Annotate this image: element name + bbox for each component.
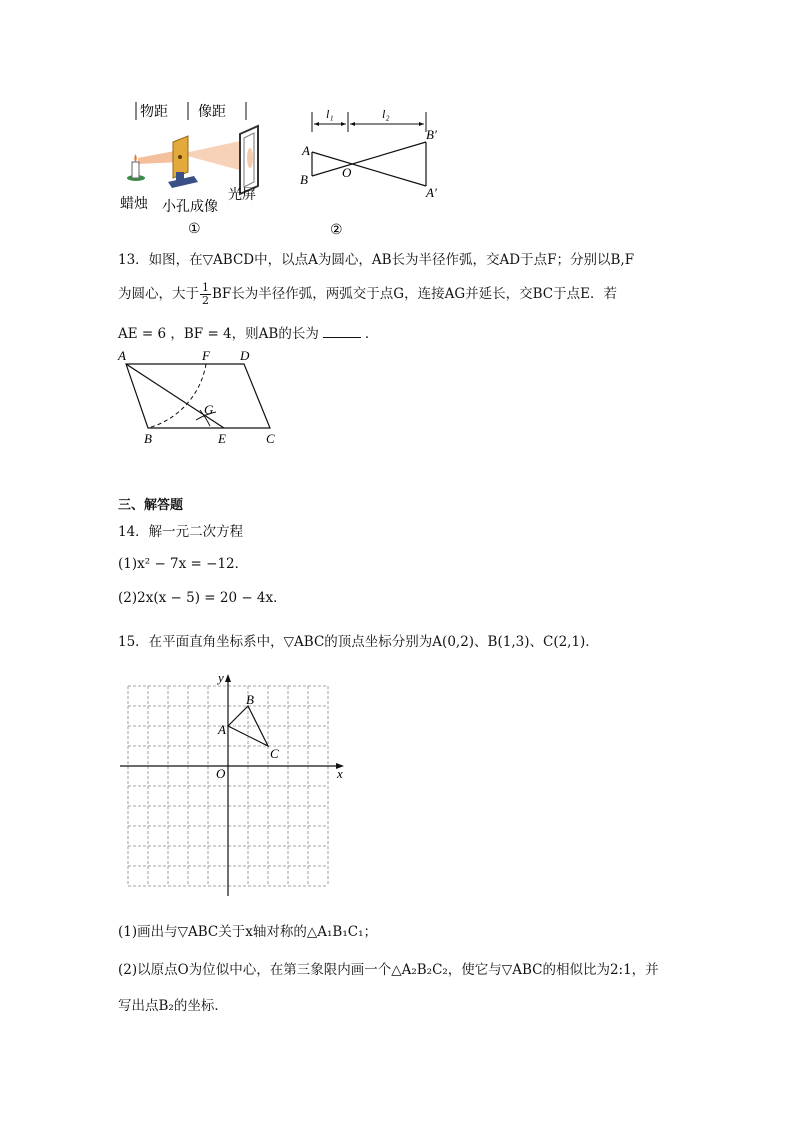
- label-object-distance: 物距: [140, 105, 168, 120]
- label-pinhole: 小孔成像: [162, 200, 218, 215]
- fig-label-D: D: [240, 348, 250, 363]
- caption-figure-2: ②: [330, 223, 343, 238]
- q13-line-1: 13．如图，在▽ABCD中，以点A为圆心，AB长为半径作弧，交AD于点F；分别以B,F: [118, 252, 635, 268]
- label-l1: l₁: [326, 107, 334, 121]
- figure-parallelogram: [114, 344, 284, 450]
- fig-label-A: A: [118, 348, 126, 363]
- fraction-one-half: $\frac{1}{2}$: [202, 281, 209, 307]
- origin-label: O: [216, 766, 226, 781]
- fig-label-C: C: [266, 431, 275, 446]
- coordinate-grid-figure: [116, 666, 352, 898]
- label-O: O: [342, 165, 352, 180]
- q15-part-2-line-2: 写出点B₂的坐标．: [118, 998, 228, 1014]
- label-A: A: [302, 143, 310, 158]
- label-screen: 光屏: [228, 188, 256, 203]
- q15-part-1: (1)画出与▽ABC关于x轴对称的△A₁B₁C₁；: [118, 924, 377, 940]
- q14-part-1: (1)x² − 7x = −12．: [118, 556, 249, 572]
- label-A-prime: A′: [426, 185, 437, 200]
- label-l2: l₂: [382, 107, 390, 121]
- label-B: B: [300, 172, 308, 187]
- q14-title: 14．解一元二次方程: [118, 524, 244, 540]
- q13-line-3-pre: AE = 6 ，BF = 4，则AB的长为: [118, 326, 319, 342]
- point-label-A: A: [218, 722, 226, 737]
- q15-part-2-line-1: (2)以原点O为位似中心，在第三象限内画一个△A₂B₂C₂，使它与▽ABC的相似比为2:1，并: [118, 962, 659, 978]
- axis-label-x: x: [337, 766, 343, 781]
- q14-part-2: (2)2x(x − 5) = 20 − 4x．: [118, 590, 287, 606]
- q13-line-2: [118, 280, 617, 308]
- q13-line-2-post: BF长为半径作弧，两弧交于点G，连接AG并延长，交BC于点E．若: [212, 286, 617, 302]
- q15-title: 15．在平面直角坐标系中，▽ABC的顶点坐标分别为A(0,2)、B(1,3)、C(2,1)．: [118, 634, 599, 650]
- answer-blank[interactable]: [323, 325, 361, 338]
- point-label-C: C: [270, 746, 279, 761]
- fig-label-G: G: [204, 402, 214, 417]
- label-image-distance: 像距: [198, 105, 226, 120]
- point-label-B: B: [246, 692, 254, 707]
- section-heading: 三、解答题: [118, 498, 184, 513]
- figure-pinhole-imaging: [118, 96, 278, 236]
- label-B-prime: B′: [426, 127, 437, 142]
- q13-line-2-pre: 为圆心，大于: [118, 286, 199, 302]
- fig-label-E: E: [218, 431, 226, 446]
- axis-label-y: y: [218, 670, 224, 685]
- q13-line-3: AE = 6 ，BF = 4，则AB的长为 ．: [118, 326, 379, 342]
- candle: [132, 162, 139, 178]
- fig-label-F: F: [202, 348, 210, 363]
- fig-label-B: B: [144, 431, 152, 446]
- label-candle: 蜡烛: [120, 197, 148, 212]
- figure-similar-triangles: [296, 100, 456, 238]
- caption-figure-1: ①: [188, 222, 201, 236]
